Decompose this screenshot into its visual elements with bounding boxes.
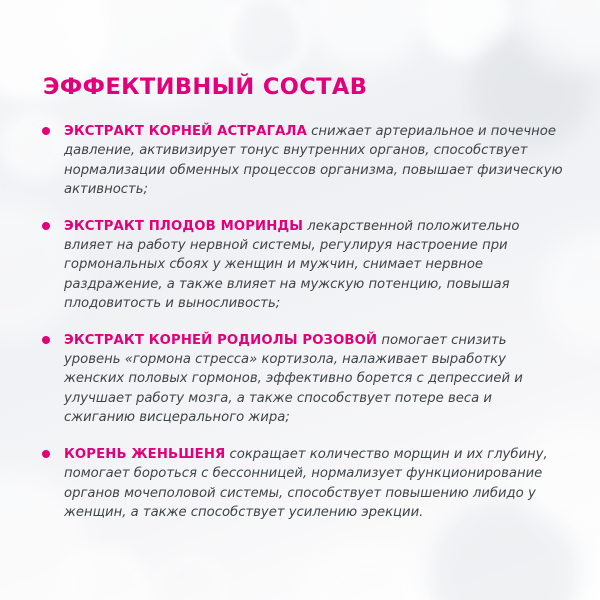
- list-item: [40, 331, 566, 428]
- ingredient-description: сокращает количество морщин и их глубину, помогает бороться с бессонницей, нормализует функционирование органов мочеполовой системы, способствует повышению либидо у женщин, а также способствует усилению эрекции.: [64, 446, 548, 520]
- list-item: [40, 445, 566, 523]
- ingredient-description: снижает артериальное и почечное давление, активизирует тонус внутренних органов, способствует нормализации обменных процессов организма, повышает физическую активность;: [64, 124, 563, 198]
- bullet-icon: [42, 336, 50, 344]
- ingredient-name: ЭКСТРАКТ КОРНЕЙ РОДИОЛЫ РОЗОВОЙ: [64, 332, 378, 348]
- ingredients-list: [40, 122, 566, 522]
- list-item: [40, 122, 566, 200]
- bullet-icon: [42, 450, 50, 458]
- ingredient-name: КОРЕНЬ ЖЕНЬШЕНЯ: [64, 446, 226, 462]
- ingredient-description: помогает снизить уровень «гормона стресса» кортизола, налаживает выработку женских половых гормонов, эффективно борется с депрессией и улучшает работу мозга, а также способствует потере веса и сжиганию висцерального жира;: [64, 332, 523, 426]
- list-item: [40, 217, 566, 314]
- ingredient-description: лекарственной положительно влияет на работу нервной системы, регулируя настроение при гормональных сбоях у женщин и мужчин, снимает нервное раздражение, а также влияет на мужскую потенцию, повышая плодовитость и выносливость;: [64, 218, 520, 312]
- page-title: ЭФФЕКТИВНЫЙ СОСТАВ: [43, 74, 368, 100]
- ingredient-name: ЭКСТРАКТ КОРНЕЙ АСТРАГАЛА: [64, 124, 307, 139]
- ingredient-name: ЭКСТРАКТ ПЛОДОВ МОРИНДЫ: [64, 218, 304, 234]
- bullet-icon: [42, 127, 50, 135]
- bullet-icon: [42, 222, 50, 230]
